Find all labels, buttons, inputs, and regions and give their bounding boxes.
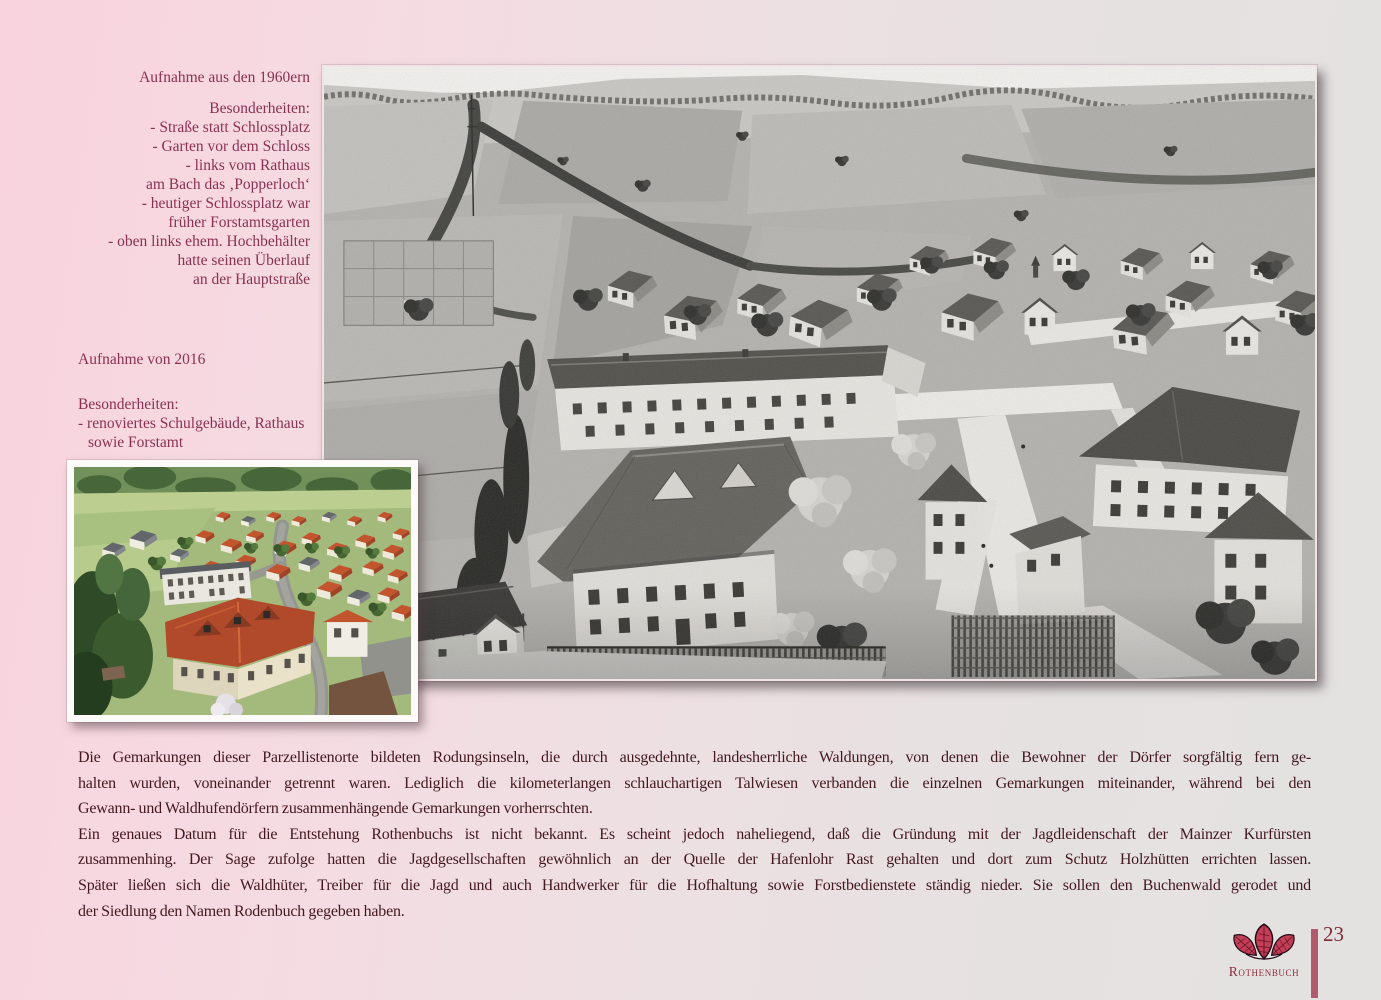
body-text-line: der Siedlung den Namen Rodenbuch gegeben haben.: [78, 902, 405, 920]
page-edge-bar: [1311, 929, 1318, 998]
caption-line: - oben links ehem. Hochbehälter: [108, 233, 310, 250]
page-number: 23: [1323, 922, 1344, 946]
body-text-line: zusammenhing. Der Sage zufolge hatten die Jagdgesellschaften gewöhnlich an der Quelle der Hafenlohr Rast gehalten und dort zum Schutz Holzhütten errichten lassen.: [78, 851, 1311, 869]
historic-photo-1960s: [322, 65, 1317, 681]
caption-line: sowie Forstamt: [88, 434, 184, 451]
body-text-line: Ein genaues Datum für die Entstehung Rothenbuchs ist nicht bekannt. Es scheint jedoch naheliegend, daß die Gründung mit der Jagdleidenschaft der Mainzer Kurfürsten: [78, 825, 1311, 843]
caption-line: - links vom Rathaus: [185, 157, 310, 174]
caption-details-1960s: [40, 99, 310, 289]
caption-line: an der Hauptstraße: [192, 271, 310, 288]
modern-photo-illustration: [74, 467, 411, 715]
caption-heading: Besonderheiten:: [78, 396, 179, 413]
caption-heading: Besonderheiten:: [209, 100, 310, 117]
caption-title-1960s: Aufnahme aus den 1960ern: [139, 69, 310, 86]
caption-line: - renoviertes Schulgebäude, Rathaus: [78, 415, 305, 432]
body-text-line: Gewann- und Waldhufendörfern zusammenhängende Gemarkungen vorherrschten.: [78, 800, 593, 818]
body-text: [78, 745, 1311, 924]
caption-block-1960s: [40, 68, 310, 289]
body-text-line: Später ließen sich die Waldhüter, Treiber für die Jagd und auch Handwerker für die Hofhaltung sowie Forstbedienstete ständig nieder. Sie sollen den Buchenwald gerodet und: [78, 876, 1311, 894]
historic-photo-illustration: [324, 67, 1315, 679]
modern-photo-2016: [67, 460, 418, 722]
caption-block-2016: [78, 350, 348, 452]
beech-leaves-icon: [1216, 923, 1312, 961]
logo-text: Rothenbuch: [1228, 964, 1300, 979]
rothenbuch-logo: [1216, 923, 1312, 980]
caption-line: am Bach das ‚Popperloch‘: [146, 176, 310, 193]
caption-title-2016: Aufnahme von 2016: [78, 351, 206, 368]
caption-line: hatte seinen Überlauf: [177, 252, 310, 269]
caption-line: - heutiger Schlossplatz war: [141, 195, 310, 212]
body-text-line: Die Gemarkungen dieser Parzellistenorte bildeten Rodungsinseln, die durch ausgedehnte, landesherrliche Waldungen, von denen die Bewohner der Dörfer sorgfältig fern ge-: [78, 749, 1311, 766]
body-text-line: halten wurden, voneinander getrennt waren. Lediglich die kilometerlangen schlauchartigen Talwiesen verbanden die einzelnen Gemarkungen miteinander, während bei den: [78, 774, 1311, 792]
caption-line: früher Forstamtsgarten: [168, 214, 310, 231]
caption-line: - Straße statt Schlossplatz: [150, 119, 310, 136]
caption-line: - Garten vor dem Schloss: [152, 138, 310, 155]
caption-details-2016: [78, 395, 348, 452]
